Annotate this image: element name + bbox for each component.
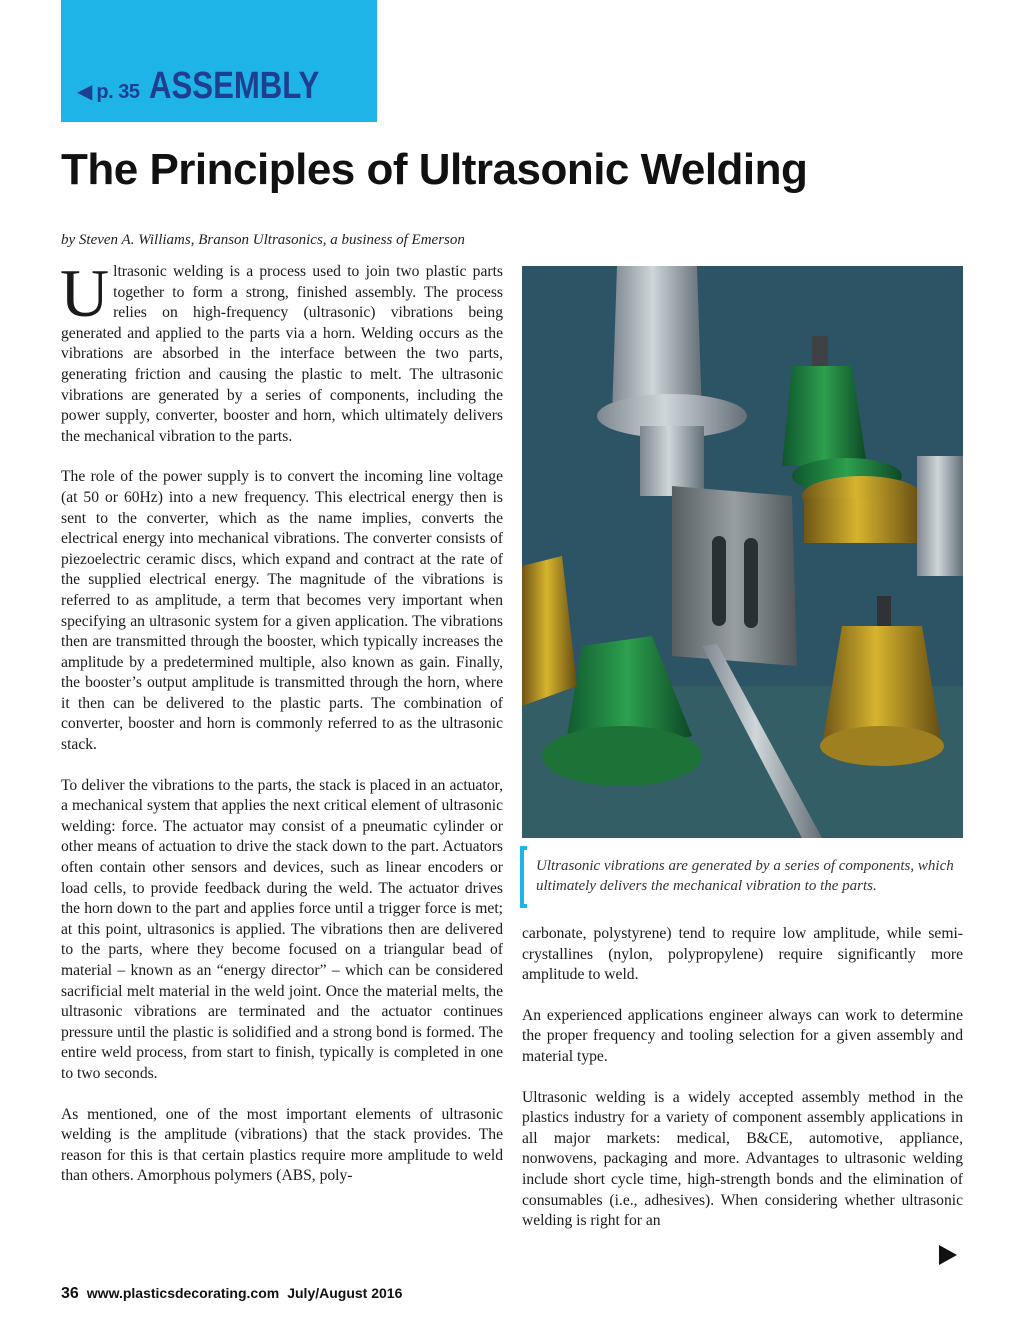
ultrasonic-components-photo [522, 266, 963, 838]
paragraph-1-text: ltrasonic welding is a process used to join two plastic parts together to form a strong, finished assembly. The process relies on high-frequency (ultrasonic) vibrations being generated and applied to the parts via a horn. Welding occurs as the vibrations are absorbed in the interface between the two parts, generating friction and causing the plastic to melt. The ultrasonic vibrations are generated by a series of components, including the power supply, converter, booster and horn, which ultimately delivers the mechanical vibration to the parts. [61, 263, 503, 445]
website-link[interactable]: www.plasticsdecorating.com [86, 1285, 280, 1301]
continue-arrow-icon[interactable] [939, 1245, 957, 1265]
page-footer [61, 1285, 402, 1303]
paragraph-4: As mentioned, one of the most important elements of ultrasonic welding is the amplitude (vibrations) that the stack provides. The reason for this is that certain plastics require more amplitude to weld than others. Amorphous polymers (ABS, poly- [61, 1105, 503, 1185]
drop-cap: U [60, 255, 110, 331]
paragraph-3: To deliver the vibrations to the parts, the stack is placed in an actuator, a mechanical system that applies the next critical element of ultrasonic welding: force. The actuator may consist of a pneumatic cylinder or other means of actuation to drive the stack down to the part. Actuators often contain other sensors and devices, such as linear encoders or load cells, to provide feedback during the weld. The actuator drives the horn down to the part and applies force until a trigger force is met; at this point, ultrasonics is applied. The vibrations then are delivered to the parts, where they become focused on a triangular bead of material – known as an “energy director” – which can be considered sacrificial melt material in the weld joint. Once the material melts, the ultrasonic vibrations are terminated and the actuator continues pressure until the plastic is solidified and a strong bond is formed. The entire weld process, from start to finish, typically is completed in one to two seconds. [61, 776, 503, 1082]
page-number: 36 [61, 1285, 79, 1302]
paragraph-5: carbonate, polystyrene) tend to require low amplitude, while semi-crystallines (nylon, polypropylene) require significantly more amplitude to weld. [522, 925, 963, 984]
paragraph-6: An experienced applications engineer always can work to determine the proper frequency and tooling selection for a given assembly and material type. [522, 1006, 963, 1065]
section-banner [61, 0, 377, 122]
section-title: ASSEMBLY [149, 65, 320, 107]
article-title: The Principles of Ultrasonic Welding [61, 145, 808, 194]
left-column [60, 255, 503, 1207]
paragraph-7: Ultrasonic welding is a widely accepted assembly method in the plastics industry for a variety of component assembly applications in all major markets: medical, B&CE, automotive, appliance, nonwovens, packaging and more. Advantages to ultrasonic welding include short cycle time, high-strength bonds and the elimination of consumables (i.e., adhesives). When considering whether ultrasonic welding is right for an [522, 1088, 963, 1230]
paragraph-2: The role of the power supply is to convert the incoming line voltage (at 50 or 60Hz) into a new frequency. This electrical energy then is sent to the converter, which as the name implies, converts the electrical energy into mechanical vibrations. The converter consists of piezoelectric ceramic discs, which expand and contract at the rate of the supplied electrical energy. The magnitude of the vibrations is referred to as amplitude, a term that becomes very important when specifying an ultrasonic system for a given application. The vibrations then are transmitted through the booster, which typically increases the amplitude by a predetermined multiple, also known as gain. Finally, the booster’s output amplitude is transmitted through the horn, where it then can be delivered to the plastic parts. The combination of converter, booster and horn is commonly referred to as the ultrasonic stack. [61, 468, 503, 754]
right-column [522, 924, 963, 1252]
caption-bracket [520, 846, 527, 908]
back-arrow-icon[interactable]: ◀ [77, 81, 93, 103]
previous-page-link[interactable]: p. 35 [96, 81, 140, 103]
paragraph-1 [60, 255, 503, 447]
photo-caption [520, 846, 965, 910]
byline: by Steven A. Williams, Branson Ultrasonics, a business of Emerson [61, 232, 465, 248]
issue-date: July/August 2016 [287, 1285, 403, 1301]
caption-text: Ultrasonic vibrations are generated by a series of components, which ultimately delivers the mechanical vibration to the parts. [536, 858, 954, 894]
